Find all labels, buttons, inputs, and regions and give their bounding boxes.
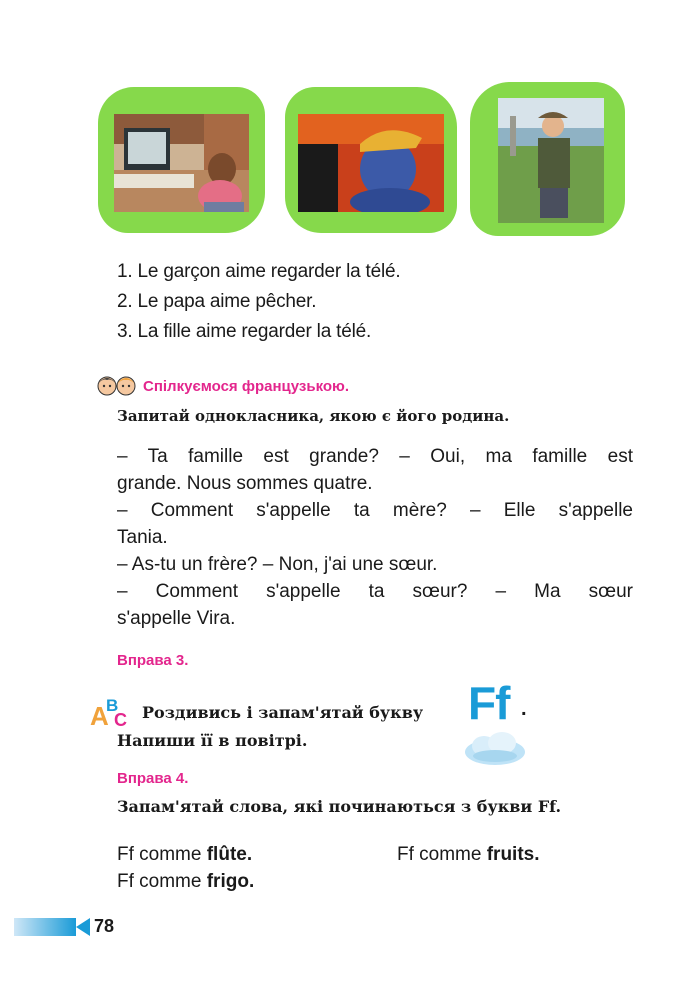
exercise-3-line-1: Роздивись і запам'ятай букву xyxy=(142,703,424,722)
girl-watching-tv-photo xyxy=(114,114,249,212)
letter-ff: Ff xyxy=(468,677,510,729)
sentence-list xyxy=(117,257,400,347)
svg-text:C: C xyxy=(114,710,127,729)
sentence-2: 2. Le papa aime pêcher. xyxy=(117,291,317,312)
dialogue-line: – As-tu un frère? – Non, j'ai une sœur. xyxy=(117,554,438,575)
exercise-4-instruction: Запам'ятай слова, які починаються з букви Ff. xyxy=(117,797,562,816)
dialogue-line: grande. Nous sommes quatre. xyxy=(117,473,373,494)
dialogue-line: Tania. xyxy=(117,527,168,548)
dialogue-line: – Ta famille est grande? – Oui, ma famille est xyxy=(117,446,633,467)
speak-section-heading: Спілкуємося французькою. xyxy=(143,378,350,395)
two-children-talking-icon xyxy=(95,374,139,403)
exercise-4-label: Вправа 4. xyxy=(117,770,189,787)
dialogue-line: – Comment s'appelle ta mère? – Elle s'appelle xyxy=(117,500,633,521)
dialogue-line: s'appelle Vira. xyxy=(117,608,236,629)
dialogue-block xyxy=(117,443,633,632)
page-number-bar xyxy=(14,918,76,936)
letter-period: . xyxy=(521,698,527,720)
exercise-3-label: Вправа 3. xyxy=(117,652,189,669)
speak-section-instruction: Запитай однокласника, якою є його родина. xyxy=(117,407,510,425)
sentence-1: 1. Le garçon aime regarder la télé. xyxy=(117,261,401,282)
svg-text:A: A xyxy=(90,701,109,729)
word-frigo: Ff comme frigo. xyxy=(117,871,255,892)
dialogue-line: – Comment s'appelle ta sœur? – Ma sœur xyxy=(117,581,633,602)
cloud-icon xyxy=(460,728,530,773)
page-number: 78 xyxy=(94,916,115,936)
svg-text:B: B xyxy=(106,696,119,715)
man-fishing-photo xyxy=(498,98,604,223)
word-flute: Ff comme flûte. xyxy=(117,844,253,865)
sentence-3: 3. La fille aime regarder la télé. xyxy=(117,321,372,342)
exercise-3-line-2: Напиши її в повітрі. xyxy=(117,731,308,750)
abc-letters-icon xyxy=(88,693,134,734)
page-number-arrow-icon xyxy=(76,918,90,936)
boy-in-cap-photo xyxy=(298,114,444,212)
word-fruits: Ff comme fruits. xyxy=(397,844,540,865)
